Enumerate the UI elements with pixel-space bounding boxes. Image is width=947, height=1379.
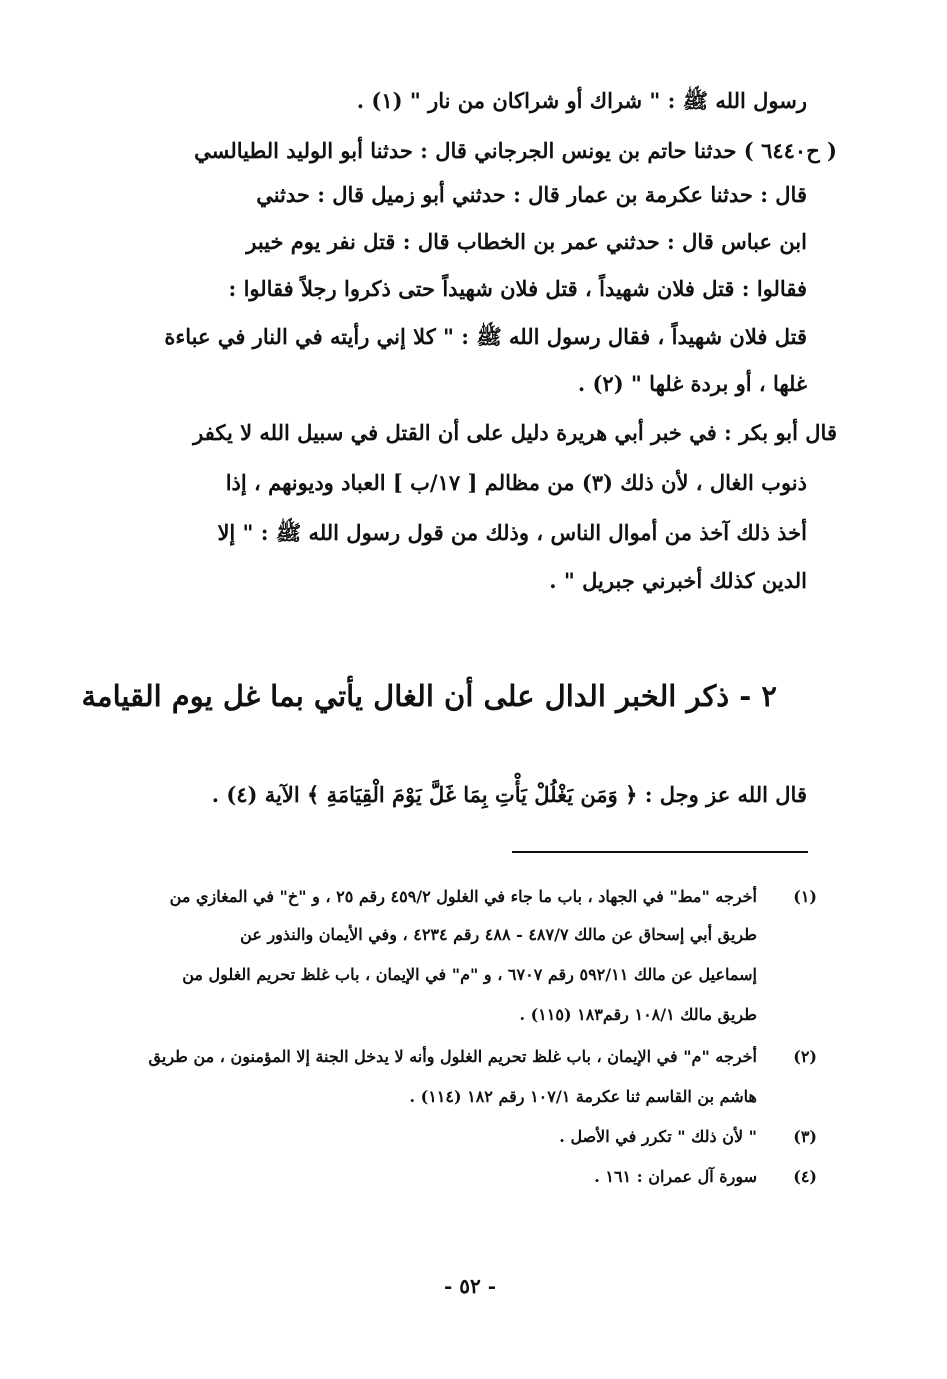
footnote-line: إسماعيل عن مالك ٥٩٢/١١ رقم ٦٧٠٧ ، و "م" في الإيمان ، باب غلظ تحريم الغلول من: [182, 965, 757, 984]
body-line: الدين كذلك أخبرني جبريل " .: [549, 568, 807, 593]
verse-line: قال الله عز وجل : ﴿ وَمَن يَغْلُلْ يَأْتِ بِمَا غَلَّ يَوْمَ الْقِيَامَةِ ﴾ الآية (٤) .: [211, 782, 807, 807]
footnote-number: (١): [793, 887, 817, 906]
body-line: قتل فلان شهيداً ، فقال رسول الله ﷺ : " كلا إني رأيته في النار في عباءة: [164, 324, 807, 349]
body-line: قال أبو بكر : في خبر أبي هريرة دليل على أن القتل في سبيل الله لا يكفر: [193, 420, 837, 445]
body-line: ابن عباس قال : حدثني عمر بن الخطاب قال : قتل نفر يوم خيبر: [246, 229, 807, 254]
body-line: غلها ، أو بردة غلها " (٢) .: [577, 371, 807, 396]
footnote-number: (٤): [793, 1167, 817, 1186]
footnote-line: هاشم بن القاسم ثنا عكرمة ١٠٧/١ رقم ١٨٢ (١١٤) .: [409, 1087, 757, 1106]
footnote-divider: [512, 851, 808, 853]
footnote-line: طريق أبي إسحاق عن مالك ٤٨٧/٧ - ٤٨٨ رقم ٤٢٣٤ ، وفي الأيمان والنذور عن: [240, 925, 757, 944]
body-line: ذنوب الغال ، لأن ذلك (٣) من مظالم [ ١٧/ب ] العباد وديونهم ، إذا: [225, 470, 807, 495]
footnote-line: أخرجه "مط" في الجهاد ، باب ما جاء في الغلول ٤٥٩/٢ رقم ٢٥ ، و "خ" في المغازي من: [169, 887, 757, 906]
page-number: - ٥٢ -: [443, 1274, 496, 1298]
section-heading: ٢ - ذكر الخبر الدال على أن الغال يأتي بما غل يوم القيامة: [81, 679, 777, 713]
footnote-number: (٢): [793, 1047, 817, 1066]
body-line: ( ح٦٤٤٠ ) حدثنا حاتم بن يونس الجرجاني قال : حدثنا أبو الوليد الطيالسي: [194, 138, 837, 163]
footnote-line: أخرجه "م" في الإيمان ، باب غلظ تحريم الغلول وأنه لا يدخل الجنة إلا المؤمنون ، من طريق: [148, 1047, 757, 1066]
footnote-number: (٣): [793, 1127, 817, 1146]
body-line: فقالوا : قتل فلان شهيداً ، قتل فلان شهيداً حتى ذكروا رجلاً فقالوا :: [228, 276, 807, 301]
footnote-line: طريق مالك ١٠٨/١ رقم١٨٣ (١١٥) .: [519, 1005, 757, 1024]
body-line: أخذ ذلك آخذ من أموال الناس ، وذلك من قول رسول الله ﷺ : " إلا: [217, 520, 807, 545]
body-line: قال : حدثنا عكرمة بن عمار قال : حدثني أبو زميل قال : حدثني: [256, 182, 807, 207]
footnote-line: سورة آل عمران : ١٦١ .: [594, 1167, 757, 1186]
footnote-line: " لأن ذلك " تكرر في الأصل .: [559, 1127, 757, 1146]
body-line: رسول الله ﷺ : " شراك أو شراكان من نار " (١) .: [356, 88, 807, 113]
